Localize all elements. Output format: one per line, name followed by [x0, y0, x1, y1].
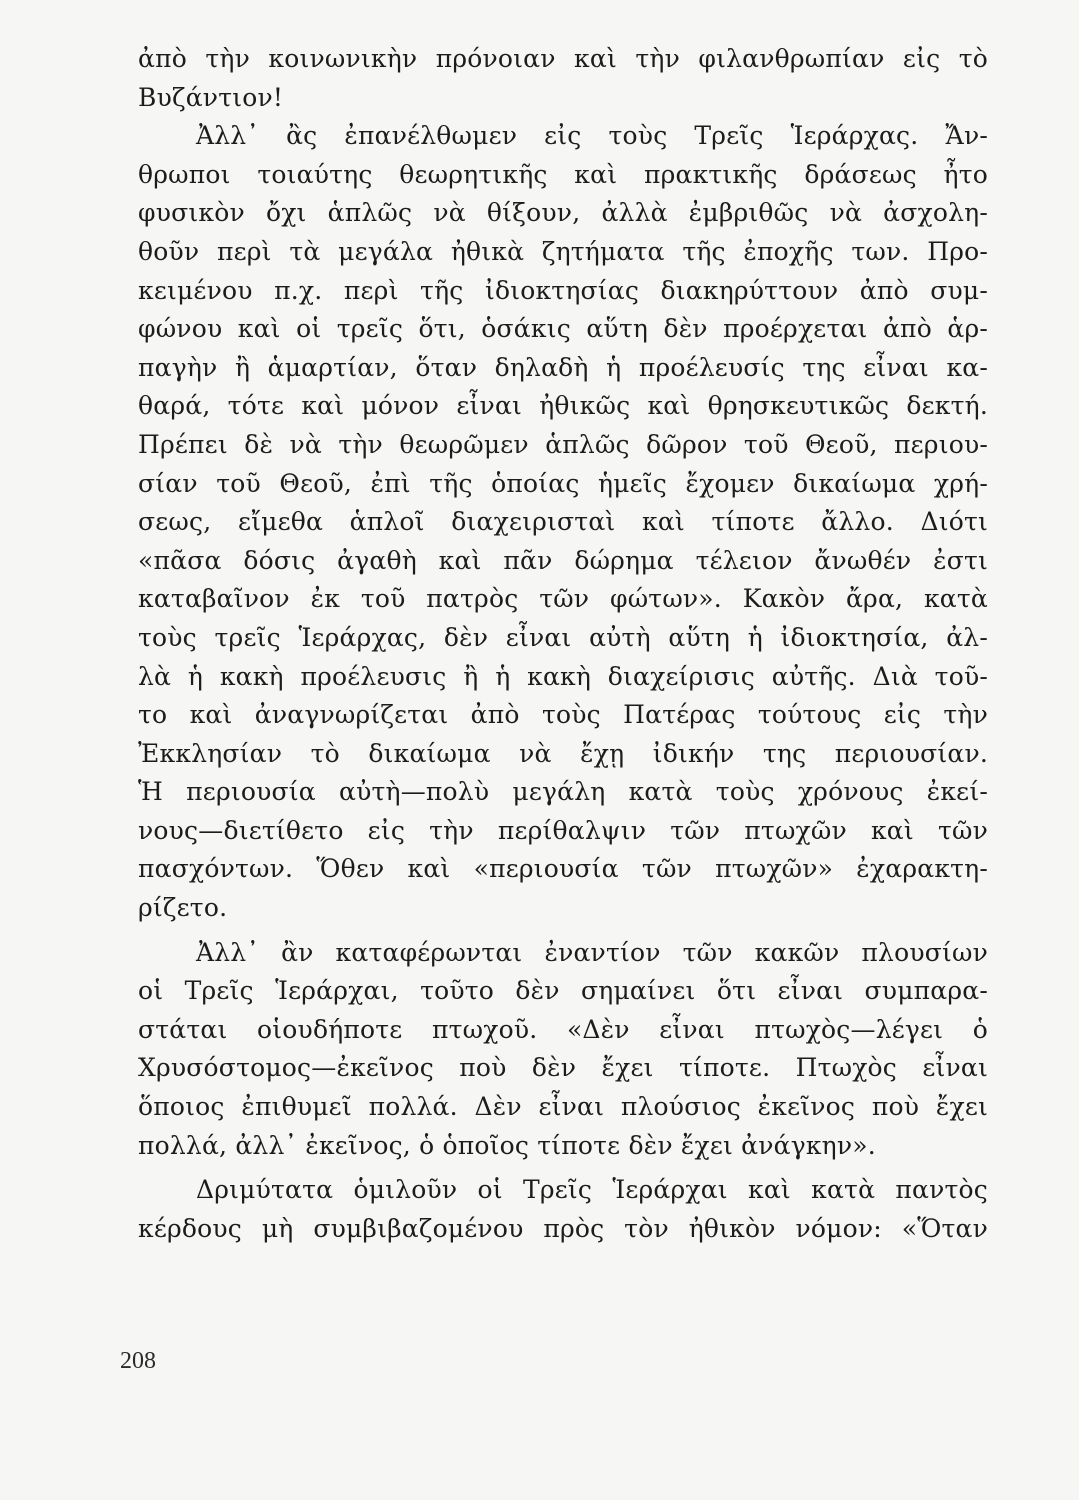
paragraph: [138, 117, 988, 927]
paragraph: [138, 40, 988, 117]
text-line: τοὺς τρεῖς Ἱεράρχας, δὲν εἶναι αὐτὴ αὕτη ἡ ἰδιοκτησία, ἀλ-: [138, 622, 988, 652]
text-line: στάται οἱουδήποτε πτωχοῦ. «Δὲν εἶναι πτωχὸς—λέγει ὁ: [138, 1014, 988, 1044]
text-line: Πρέπει δὲ νὰ τὴν θεωρῶμεν ἁπλῶς δῶρον τοῦ Θεοῦ, περιου-: [138, 429, 988, 459]
text-line: λὰ ἡ κακὴ προέλευσις ἢ ἡ κακὴ διαχείρισις αὐτῆς. Διὰ τοῦ-: [138, 661, 988, 691]
text-line: θρωποι τοιαύτης θεωρητικῆς καὶ πρακτικῆς δράσεως ἦτο: [138, 159, 988, 189]
text-line: πολλά, ἀλλ᾽ ἐκεῖνος, ὁ ὁποῖος τίποτε δὲν ἔχει ἀνάγκην».: [138, 1130, 876, 1160]
text-line: σεως, εἴμεθα ἁπλοῖ διαχειρισταὶ καὶ τίποτε ἄλλο. Διότι: [138, 507, 988, 537]
text-line: ἀπὸ τὴν κοινωνικὴν πρόνοιαν καὶ τὴν φιλανθρωπίαν εἰς τὸ: [138, 44, 988, 73]
text-line: ρίζετο.: [138, 893, 228, 923]
text-line: Δριμύτατα ὁμιλοῦν οἱ Τρεῖς Ἱεράρχαι καὶ κατὰ παντὸς: [196, 1175, 988, 1205]
text-line: «πᾶσα δόσις ἀγαθὴ καὶ πᾶν δώρημα τέλειον ἄνωθέν ἐστι: [138, 545, 988, 575]
text-line: θοῦν περὶ τὰ μεγάλα ἠθικὰ ζητήματα τῆς ἐποχῆς των. Προ-: [138, 236, 988, 266]
text-line: Ἐκκλησίαν τὸ δικαίωμα νὰ ἔχῃ ἰδικήν της περιουσίαν.: [138, 738, 988, 768]
text-line: Χρυσόστομος—ἐκεῖνος ποὺ δὲν ἔχει τίποτε. Πτωχὸς εἶναι: [138, 1053, 988, 1083]
text-line: παγὴν ἢ ἁμαρτίαν, ὅταν δηλαδὴ ἡ προέλευσίς της εἶναι κα-: [138, 352, 988, 382]
text-line: Ἀλλ᾽ ἂς ἐπανέλθωμεν εἰς τοὺς Τρεῖς Ἱεράρχας. Ἄν-: [196, 121, 988, 151]
page-text: [138, 40, 988, 1248]
text-line: πασχόντων. Ὅθεν καὶ «περιουσία τῶν πτωχῶν» ἐχαρακτη-: [138, 854, 988, 884]
text-line: σίαν τοῦ Θεοῦ, ἐπὶ τῆς ὁποίας ἡμεῖς ἔχομεν δικαίωμα χρή-: [138, 468, 988, 498]
text-line: κέρδους μὴ συμβιβαζομένου πρὸς τὸν ἠθικὸν νόμον: «Ὅταν: [138, 1213, 988, 1243]
text-line: οἱ Τρεῖς Ἱεράρχαι, τοῦτο δὲν σημαίνει ὅτι εἶναι συμπαρα-: [138, 976, 988, 1006]
text-line: φώνου καὶ οἱ τρεῖς ὅτι, ὁσάκις αὕτη δὲν προέρχεται ἀπὸ ἁρ-: [138, 314, 988, 344]
paragraph: [138, 1171, 988, 1248]
text-line: θαρά, τότε καὶ μόνον εἶναι ἠθικῶς καὶ θρησκευτικῶς δεκτή.: [138, 391, 988, 421]
page-number: 208: [120, 1348, 156, 1374]
text-line: φυσικὸν ὄχι ἁπλῶς νὰ θίξουν, ἀλλὰ ἐμβριθῶς νὰ ἀσχολη-: [138, 198, 988, 228]
text-line: Βυζάντιον!: [138, 82, 284, 112]
text-line: καταβαῖνον ἐκ τοῦ πατρὸς τῶν φώτων». Κακὸν ἄρα, κατὰ: [138, 584, 988, 614]
text-line: κειμένου π.χ. περὶ τῆς ἰδιοκτησίας διακηρύττουν ἀπὸ συμ-: [138, 275, 988, 305]
text-line: ὅποιος ἐπιθυμεῖ πολλά. Δὲν εἶναι πλούσιος ἐκεῖνος ποὺ ἔχει: [138, 1092, 988, 1122]
text-line: Ἀλλ᾽ ἂν καταφέρωνται ἐναντίον τῶν κακῶν πλουσίων: [196, 937, 988, 967]
text-line: το καὶ ἀναγνωρίζεται ἀπὸ τοὺς Πατέρας τούτους εἰς τὴν: [138, 700, 988, 730]
paragraph: [138, 934, 988, 1166]
text-line: Ἡ περιουσία αὐτὴ—πολὺ μεγάλη κατὰ τοὺς χρόνους ἐκεί-: [138, 777, 988, 807]
text-line: νους—διετίθετο εἰς τὴν περίθαλψιν τῶν πτωχῶν καὶ τῶν: [138, 815, 988, 845]
